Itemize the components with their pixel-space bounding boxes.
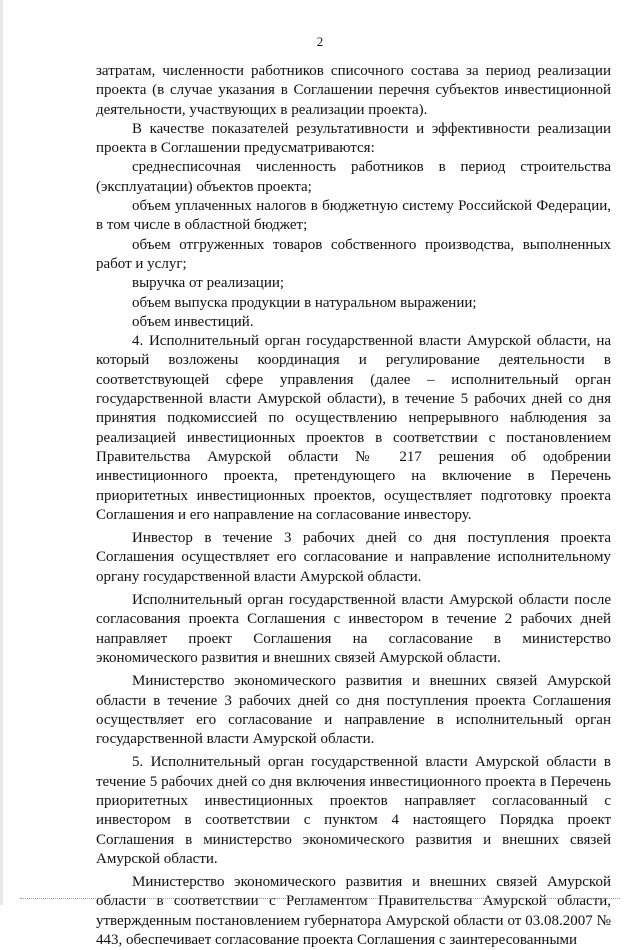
scan-edge-shadow	[0, 0, 3, 905]
paragraph-section-4: 4. Исполнительный орган государственной власти Амурской области, на который возложены координация и регулирование деятельности в соответствующей сфере управления (далее – исполнительный орган государственной власти Амурской области), в течение 5 рабочих дней со дня принятия подкомиссией по осуществлению непрерывного наблюдения за реализацией инвестиционных проектов в соответствии с постановлением Правительства Амурской области № 217 решения об одобрении инвестиционного проекта, претендующего на включение в Перечень приоритетных инвестиционных проектов, осуществляет подготовку проекта Соглашения и его направление на согласование инвестору.	[96, 333, 611, 523]
paragraph-2: В качестве показателей результативности и эффективности реализации проекта в Соглашении предусматриваются:	[96, 120, 611, 157]
document-body	[96, 62, 611, 950]
paragraph-ministry-regulation: Министерство экономического развития и внешних связей Амурской области в соответствии с Регламентом Правительства Амурской области, утвержденным постановлением губернатора Амурской области от 03.08.2007 № 443, обеспечивает согласование проекта Соглашения с заинтересованными	[96, 874, 611, 949]
indicator-item-revenue: выручка от реализации;	[132, 275, 285, 292]
indicator-item-output: объем выпуска продукции в натуральном выражении;	[132, 294, 477, 311]
paragraph-executive-body-forwarding: Исполнительный орган государственной власти Амурской области после согласования проекта Соглашения с инвестором в течение 2 рабочих дней направляет проект Соглашения на согласование в министерство экономического развития и внешних связей Амурской области.	[96, 592, 611, 666]
indicator-item-headcount: среднесписочная численность работников в период строительства (эксплуатации) объектов проекта;	[96, 159, 611, 195]
paragraph-1: затратам, численности работников списочного состава за период реализации проекта (в случае указания в Соглашении перечня субъектов инвестиционной деятельности, участвующих в реализации проекта).	[96, 63, 611, 118]
page-number: 2	[316, 34, 324, 49]
page-bottom-edge	[20, 898, 620, 899]
indicator-item-investments: объем инвестиций.	[132, 313, 254, 330]
paragraph-ministry-approval: Министерство экономического развития и внешних связей Амурской области в течение 3 рабочих дней со дня поступления проекта Соглашения осуществляет его согласование и направление в исполнительный орган государственной власти Амурской области.	[96, 673, 611, 748]
indicator-item-taxes: объем уплаченных налогов в бюджетную систему Российской Федерации, в том числе в областной бюджет;	[96, 198, 611, 234]
paragraph-section-5: 5. Исполнительный орган государственной власти Амурской области в течение 5 рабочих дней со дня включения инвестиционного проекта в Перечень приоритетных инвестиционных проектов направляет согласованный с инвестором в соответствии с пунктом 4 настоящего Порядка проект Соглашения в министерство экономического развития и внешних связей Амурской области.	[96, 754, 611, 867]
paragraph-investor-approval: Инвестор в течение 3 рабочих дней со дня поступления проекта Соглашения осуществляет его согласование и направление исполнительному органу государственной власти Амурской области.	[96, 530, 611, 585]
indicator-item-shipped-goods: объем отгруженных товаров собственного производства, выполненных работ и услуг;	[96, 236, 611, 272]
